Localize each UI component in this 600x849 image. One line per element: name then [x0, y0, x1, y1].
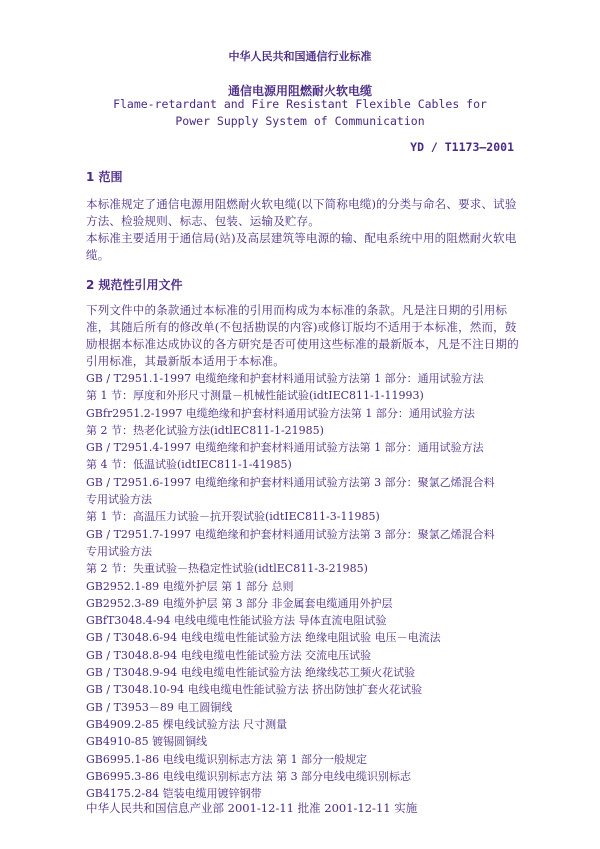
reference-line: 第 1 节：高温压力试验－抗开裂试验(idtIEC811-3-11985)	[86, 510, 380, 524]
reference-line: 第 2 节：失重试验－热稳定性试验(idtlEC811-3-21985)	[86, 562, 368, 576]
publisher-header: 中华人民共和国通信行业标准	[228, 50, 372, 63]
reference-line: 第 2 节：热老化试验方法(idtlEC811-1-21985)	[86, 423, 324, 437]
approval-footer: 中华人民共和国信息产业部 2001-12-11 批准 2001-12-11 实施	[86, 801, 418, 815]
section-1-paragraph-2: 本标准主要适用于通信局(站)及高层建筑等电源的输、配电系统中用的阻燃耐火软电缆。	[86, 231, 517, 262]
normative-references-list	[86, 370, 526, 802]
english-title-line-1: Flame-retardant and Fire Resistant Flexible Cables for	[113, 97, 487, 111]
section-1-paragraph-1: 本标准规定了通信电源用阻燃耐火软电缆(以下简称电缆)的分类与命名、要求、试验方法、检验规则、标志、包装、运输及贮存。	[86, 197, 517, 228]
reference-line: 专用试验方法	[86, 544, 152, 558]
section-2-intro	[86, 302, 522, 370]
reference-line: GB / T3048.9-94 电线电缆电性能试验方法 绝缘线芯工频火花试验	[86, 666, 416, 680]
reference-line: GB / T2951.4-1997 电缆绝缘和护套材料通用试验方法第 1 部分：通用试验方法	[86, 441, 484, 455]
reference-line: 第 4 节：低温试验(idtIEC811-1-41985)	[86, 458, 292, 472]
reference-line: GB / T3953－89 电工圆铜线	[86, 700, 233, 714]
reference-line: GBfT3048.4-94 电线电缆电性能试验方法 导体直流电阻试验	[86, 614, 387, 628]
section-2-heading: 2 规范性引用文件	[86, 278, 183, 292]
english-title-line-2: Power Supply System of Communication	[175, 114, 425, 128]
reference-line: GB / T3048.8-94 电线电缆电性能试验方法 交流电压试验	[86, 648, 372, 662]
document-title-english	[0, 96, 600, 130]
section-1-heading: 1 范围	[86, 170, 123, 184]
reference-line: GB / T2951.6-1997 电缆绝缘和护套材料通用试验方法第 3 部分：聚氯乙烯混合料	[86, 475, 495, 489]
document-title-chinese: 通信电源用阻燃耐火软电缆	[227, 84, 372, 98]
reference-line: 第 1 节：厚度和外形尺寸测量－机械性能试验(idtIEC811-1-11993)	[86, 389, 424, 403]
reference-line: GB2952.1-89 电缆外护层 第 1 部分 总则	[86, 579, 294, 593]
reference-line: GB / T3048.6-94 电线电缆电性能试验方法 绝缘电阻试验 电压－电流法	[86, 631, 441, 645]
reference-line: GBfr2951.2-1997 电缆绝缘和护套材料通用试验方法第 1 部分：通用试验方法	[86, 406, 475, 420]
reference-line: GB / T3048.10-94 电线电缆电性能试验方法 挤出防蚀扩套火花试验	[86, 683, 423, 697]
section-1-body	[86, 196, 522, 264]
reference-line: GB / T2951.7-1997 电缆绝缘和护套材料通用试验方法第 3 部分：聚氯乙烯混合料	[86, 527, 495, 541]
section-2-intro-text: 下列文件中的条款通过本标准的引用而构成为本标准的条款。凡是注日期的引用标准，其随后所有的修改单(不包括勘误的内容)或修订版均不适用于本标准，然而，鼓励根据本标准达成协议的各方研究是否可使用这些标准的最新版本，凡是不注日期的引用标准，其最新版本适用于本标准。	[86, 303, 519, 368]
reference-line: GB4175.2-84 铠装电缆用镀锌钢带	[86, 787, 262, 801]
reference-line: GB6995.3-86 电线电缆识别标志方法 第 3 部分电线电缆识别标志	[86, 769, 412, 783]
reference-line: GB4910-85 镀锡圆铜线	[86, 735, 208, 749]
reference-line: GB / T2951.1-1997 电缆绝缘和护套材料通用试验方法第 1 部分：通用试验方法	[86, 372, 484, 385]
standard-number: YD / T1173—2001	[410, 140, 514, 154]
reference-line: GB2952.3-89 电缆外护层 第 3 部分 非金属套电缆通用外护层	[86, 596, 393, 610]
reference-line: 专用试验方法	[86, 493, 152, 507]
reference-line: GB6995.1-86 电线电缆识别标志方法 第 1 部分一般规定	[86, 752, 368, 766]
reference-line: GB4909.2-85 棵电线试验方法 尺寸测量	[86, 717, 288, 731]
